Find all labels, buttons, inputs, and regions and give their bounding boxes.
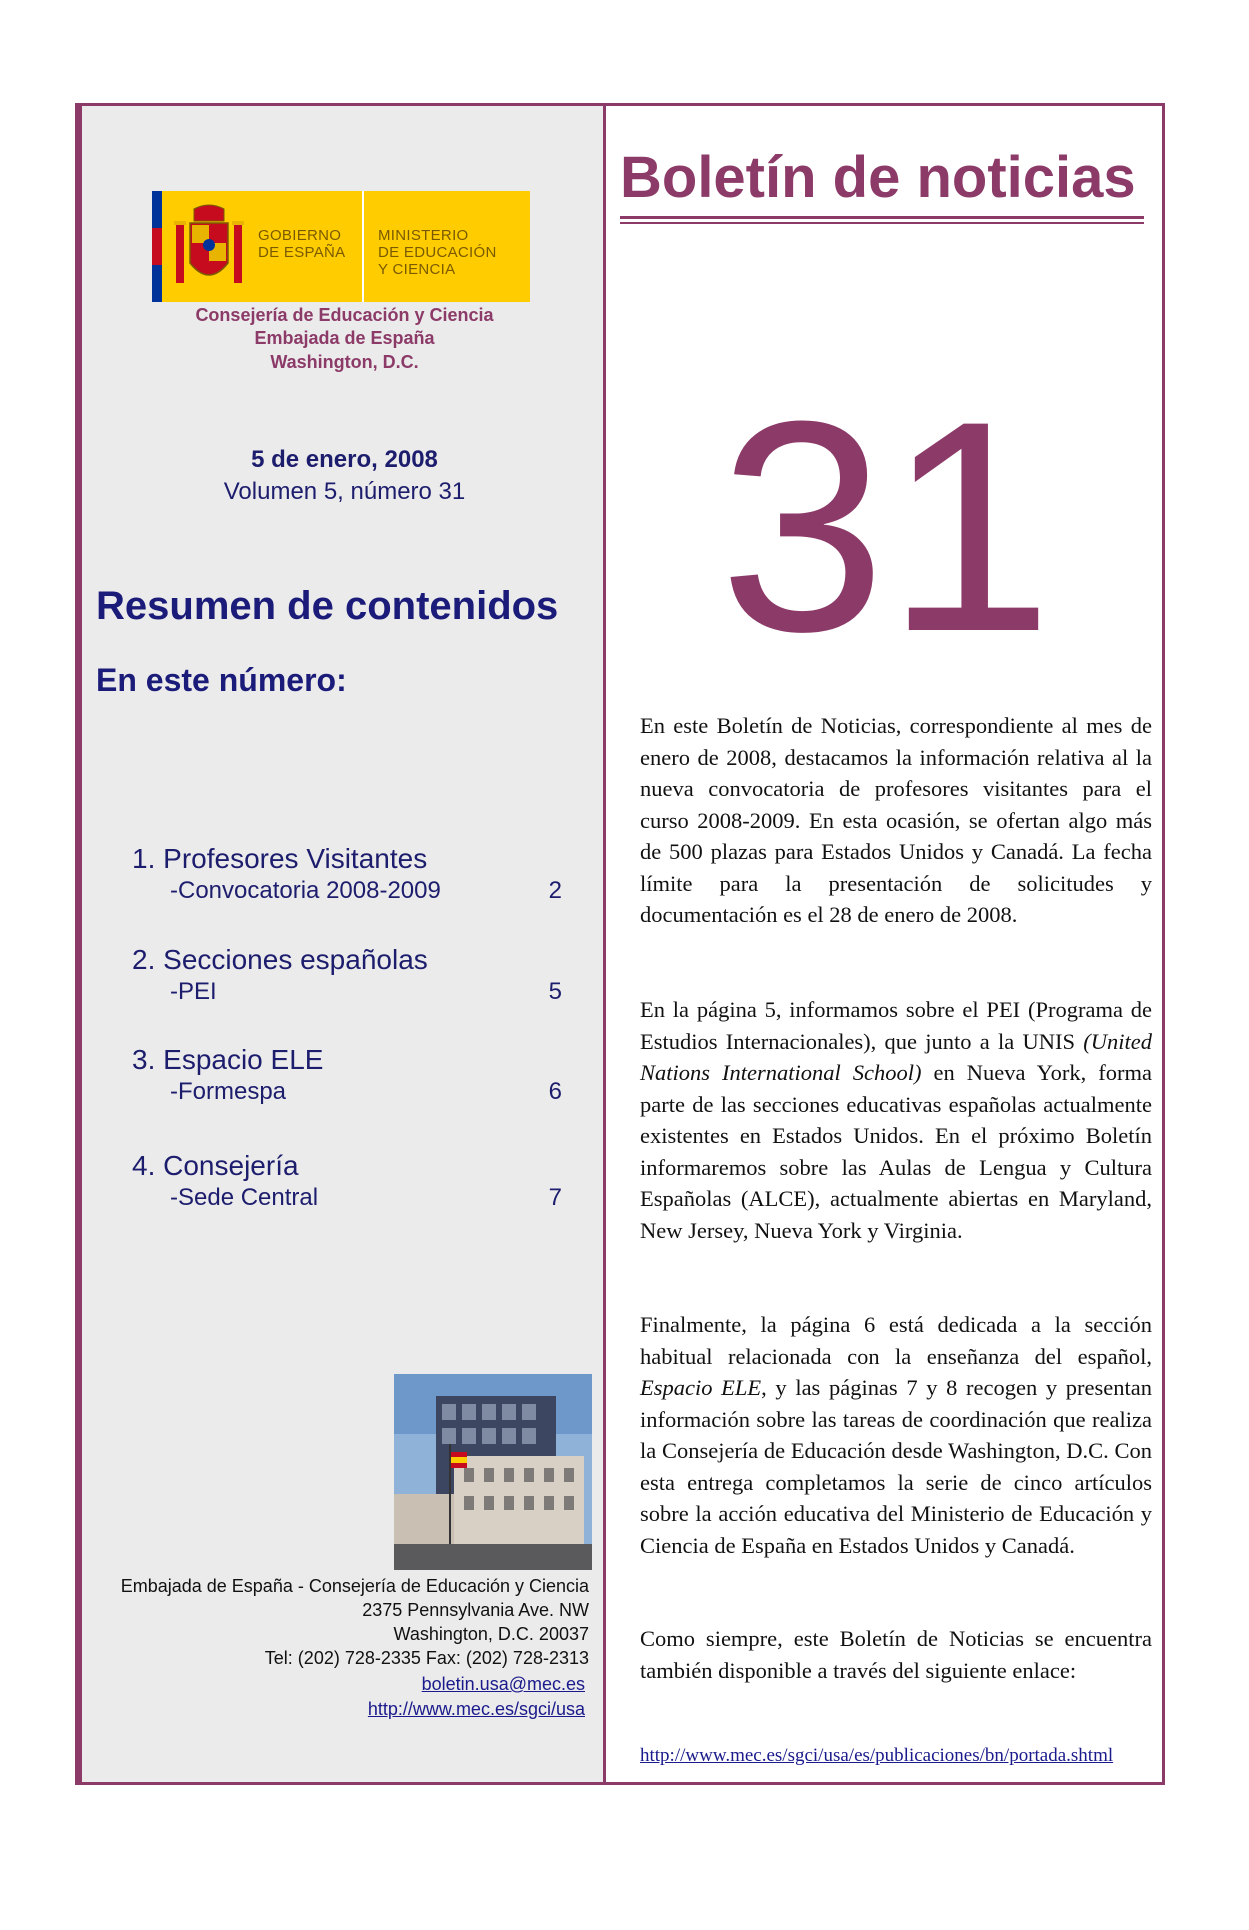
paragraph-text: Finalmente, la página 6 está dedicada a la sección habitual relacionada con la enseñanza del español,: [640, 1312, 1152, 1369]
government-logo-block: [162, 191, 362, 302]
bulletin-link[interactable]: http://www.mec.es/sgci/usa/es/publicaciones/bn/portada.shtml: [640, 1745, 1114, 1766]
toc-item-title: [132, 843, 562, 875]
bottom-rule: [78, 1782, 1162, 1785]
office-name: Consejería de Educación y Ciencia: [195, 305, 494, 325]
ministry-text-line: Y CIENCIA: [378, 261, 456, 278]
paragraph-text: en Nueva York, forma parte de las secciones educativas españolas actualmente existentes en Estados Unidos. En el próximo Boletín informaremos sobre las Aulas de Lengua y Cultura Españolas (ALCE), actualmente abiertas en Maryland, New Jersey, Nueva York y Virginia.: [640, 1060, 1152, 1243]
toc-item-title: [132, 1150, 562, 1182]
toc-item-label: Profesores Visitantes: [163, 843, 428, 874]
toc-item-index: 4.: [132, 1150, 156, 1181]
toc-item-subtitle: -PEI: [170, 978, 217, 1005]
bulletin-title: Boletín de noticias: [620, 145, 1136, 210]
title-underline: [620, 222, 1144, 224]
paragraph-emphasis: (United Nations International School): [640, 1028, 1152, 1085]
government-text: [258, 227, 345, 261]
coat-of-arms-icon: [174, 201, 244, 293]
right-column: [606, 106, 1162, 1782]
government-text-line: GOBIERNO: [258, 227, 342, 244]
ele-paragraph: [640, 1309, 1152, 1561]
title-underline: [620, 216, 1144, 219]
closing-paragraph: Como siempre, este Boletín de Noticias se encuentra también disponible a través del siguiente enlace:: [640, 1626, 1152, 1683]
page-frame: [75, 103, 1165, 1785]
toc-item-subtitle: -Sede Central: [170, 1184, 319, 1211]
embassy-building-photo: [394, 1374, 592, 1570]
toc-item-subtitle: -Convocatoria 2008-2009: [170, 877, 441, 904]
toc-subtitle: En este número:: [96, 662, 347, 698]
toc-item[interactable]: [132, 843, 562, 905]
toc-item-page: 6: [548, 1078, 562, 1105]
paragraph-text: , y las páginas 7 y 8 recogen y presentan información sobre las tareas de coordinación que realiza la Consejería de Educación desde Washington, D.C. Con esta entrega completamos la serie de cinco artículos sobre la acción educativa del Ministerio de Educación y Ciencia de España en Estados Unidos y Canadá.: [640, 1375, 1152, 1558]
toc-item[interactable]: [132, 944, 562, 1006]
paragraph-emphasis: Espacio ELE: [640, 1375, 762, 1400]
paragraph-text: En la página 5, informamos sobre el PEI (Programa de Estudios Internacionales), que junto a la UNIS: [640, 997, 1152, 1054]
email-link[interactable]: boletin.usa@mec.es: [421, 1674, 585, 1694]
toc-item-label: Consejería: [163, 1150, 299, 1181]
ministry-text: [378, 227, 497, 278]
ministry-text-line: DE EDUCACIÓN: [378, 244, 497, 261]
toc-item-page: 2: [548, 877, 562, 904]
issue-volume: Volumen 5, número 31: [223, 478, 466, 505]
government-text-line: DE ESPAÑA: [258, 244, 346, 261]
toc-item-index: 2.: [132, 944, 156, 975]
toc-item-page: 5: [548, 978, 562, 1005]
issue-date: 5 de enero, 2008: [251, 446, 438, 473]
eu-flag-strip: [152, 191, 162, 302]
ministry-logo-block: [364, 191, 530, 302]
toc-title: Resumen de contenidos: [96, 584, 559, 628]
toc-item-title: [132, 944, 562, 976]
intro-paragraph: En este Boletín de Noticias, correspondiente al mes de enero de 2008, destacamos la información relativa al la nueva convocatoria de profesores visitantes para el curso 2008-2009. En esta ocasión, se ofertan algo más de 500 plazas para Estados Unidos y Canadá. La fecha límite para la presentación de solicitudes y documentación es el 28 de enero de 2008.: [640, 713, 1152, 927]
embassy-name: Embajada de España: [254, 328, 435, 348]
pei-paragraph: [640, 994, 1152, 1246]
address-line: Washington, D.C. 20037: [393, 1624, 589, 1644]
toc-item-title: [132, 1044, 562, 1076]
phone-fax-line: Tel: (202) 728-2335 Fax: (202) 728-2313: [264, 1648, 589, 1668]
toc-item-index: 1.: [132, 843, 156, 874]
ministry-text-line: MINISTERIO: [378, 227, 469, 244]
ministry-logo: [152, 191, 530, 302]
address-line: Embajada de España - Consejería de Educación y Ciencia: [120, 1576, 589, 1596]
toc-item[interactable]: [132, 1044, 562, 1106]
toc-item-page: 7: [548, 1184, 562, 1211]
issue-number: 31: [719, 358, 1053, 694]
toc-item-subtitle: -Formespa: [170, 1078, 287, 1105]
city-name: Washington, D.C.: [270, 352, 419, 372]
left-column: [78, 106, 603, 1782]
address-line: 2375 Pennsylvania Ave. NW: [362, 1600, 589, 1620]
toc-item-index: 3.: [132, 1044, 156, 1075]
toc-item-label: Secciones españolas: [163, 944, 428, 975]
website-link[interactable]: http://www.mec.es/sgci/usa: [367, 1699, 585, 1719]
toc-item-label: Espacio ELE: [163, 1044, 324, 1075]
toc-item[interactable]: [132, 1150, 562, 1212]
